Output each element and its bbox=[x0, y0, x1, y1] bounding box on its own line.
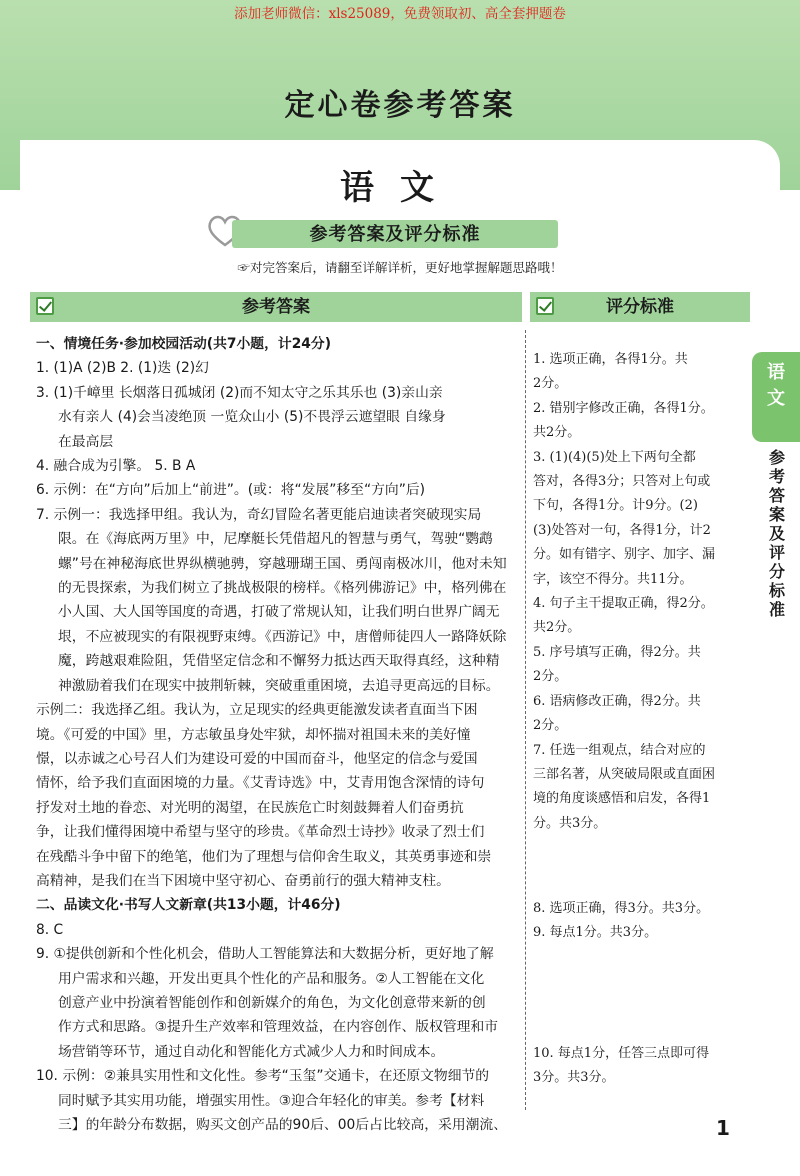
subject-title: 语文 bbox=[340, 168, 460, 208]
answers-header bbox=[30, 292, 522, 322]
section-heading: 二、品读文化·书写人文新章(共13小题，计46分) bbox=[36, 897, 341, 914]
scoring-line: 下句，各得1分。计9分。(2) bbox=[533, 498, 698, 514]
scoring-line: 分。共3分。 bbox=[533, 815, 607, 831]
answer-line: 1. (1)A (2)B 2. (1)迭 (2)幻 bbox=[36, 360, 209, 377]
scoring-line: 3分。共3分。 bbox=[533, 1070, 615, 1086]
section-heading: 一、情境任务·参加校园活动(共7小题，计24分) bbox=[36, 336, 331, 352]
scoring-line: 1. 选项正确，各得1分。共 bbox=[533, 352, 688, 367]
answer-line: 10. 示例：②兼具实用性和文化性。参考“玉玺”交通卡，在还原文物细节的 bbox=[36, 1068, 490, 1085]
column-divider bbox=[525, 330, 526, 1110]
tip-text: ☞对完答案后，请翻至详解详析，更好地掌握解题思路哦！ bbox=[237, 260, 563, 275]
answer-line: 3. (1)千嶂里 长烟落日孤城闭 (2)而不知太守之乐其乐也 (3)亲山亲 bbox=[36, 384, 443, 401]
watermark-text: 添加老师微信：xls25089，免费领取初、高全套押题卷 bbox=[234, 6, 566, 22]
answer-line: 在最高层 bbox=[58, 433, 114, 450]
answer-line: 同时赋予其实用功能，增强实用性。③迎合年轻化的审美。参考【材料 bbox=[58, 1092, 485, 1109]
answer-line: 创意产业中扮演着智能创作和创新媒介的角色，为文化创意带来新的创 bbox=[58, 994, 486, 1011]
scoring-block-8-9 bbox=[533, 897, 747, 946]
scoring-header-label: 评分标准 bbox=[606, 297, 674, 317]
scoring-line: 答对，各得3分；只答对上句或 bbox=[533, 474, 711, 490]
scoring-line: 8. 选项正确，得3分。共3分。 bbox=[533, 901, 710, 916]
answer-line: 三】的年龄分布数据，购买文创产品的90后、00后占比较高，采用潮流、 bbox=[58, 1117, 508, 1133]
page-number: 1 bbox=[716, 1116, 730, 1140]
scoring-line: 共2分。 bbox=[533, 425, 581, 441]
answer-line: 用户需求和兴趣，开发出更具个性化的产品和服务。②人工智能在文化 bbox=[58, 970, 485, 987]
page-title: 定心卷参考答案 bbox=[284, 88, 516, 123]
answer-line: 9. ①提供创新和个性化机会，借助人工智能算法和大数据分析，更好地了解 bbox=[36, 946, 494, 963]
side-tab-subject: 语 文 bbox=[767, 362, 785, 409]
answers-header-label: 参考答案 bbox=[242, 297, 310, 317]
scoring-line: 4. 句子主干提取正确，得2分。 bbox=[533, 596, 714, 612]
answer-line: 垠，不应被现实的有限视野束缚。《西游记》中，唐僧师徒四人一路降妖除 bbox=[58, 628, 507, 645]
scoring-line: 2分。 bbox=[533, 376, 568, 392]
answers-column bbox=[36, 332, 520, 1137]
answer-line: 8. C bbox=[36, 921, 64, 938]
scoring-block-10 bbox=[533, 1042, 747, 1091]
scoring-line: 5. 序号填写正确，得2分。共 bbox=[533, 644, 701, 660]
side-tab-label: 参考答案及评分标准 bbox=[768, 448, 785, 619]
scoring-line: 分。如有错字、别字、加字、漏 bbox=[533, 547, 716, 563]
scoring-line: 三部名著，从突破局限或直面困 bbox=[533, 766, 716, 782]
answer-line: 示例二：我选择乙组。我认为，立足现实的经典更能激发读者直面当下困 bbox=[36, 702, 478, 719]
answer-line: 憬，以赤诚之心号召人们为建设可爱的中国而奋斗，他坚定的信念与爱国 bbox=[36, 750, 478, 767]
scoring-line: 6. 语病修改正确，得2分。共 bbox=[533, 693, 701, 709]
scoring-line: 9. 每点1分。共3分。 bbox=[533, 925, 658, 941]
scoring-line: 2分。 bbox=[533, 669, 568, 685]
answer-line: 限。在《海底两万里》中，尼摩艇长凭借超凡的智慧与勇气，驾驶“鹦鹉 bbox=[58, 531, 493, 548]
answer-line: 情怀，给予我们直面困境的力量。《艾青诗选》中，艾青用饱含深情的诗句 bbox=[36, 775, 485, 792]
scoring-line: 2分。 bbox=[533, 718, 568, 734]
scoring-line: 字，该空不得分。共11分。 bbox=[533, 571, 693, 587]
scoring-header bbox=[530, 292, 750, 322]
answer-line: 小人国、大人国等国度的奇遇，打破了常规认知，让我们明白世界广阔无 bbox=[58, 604, 500, 621]
answer-line: 高精神，是我们在当下困境中坚守初心、奋勇前行的强大精神支柱。 bbox=[36, 872, 450, 889]
scoring-line: 2. 错别字修改正确，各得1分。 bbox=[533, 400, 714, 416]
scoring-block-1-7 bbox=[533, 348, 747, 836]
answer-line: 神激励着我们在现实中披荆斩棘，突破重重困境，去追寻更高远的目标。 bbox=[58, 677, 500, 694]
answer-line: 场营销等环节，通过自动化和智能化方式减少人力和时间成本。 bbox=[58, 1043, 445, 1060]
answer-line: 争，让我们懂得困境中希望与坚守的珍贵。《革命烈士诗抄》收录了烈士们 bbox=[36, 824, 485, 841]
banner-title: 参考答案及评分标准 bbox=[309, 224, 481, 245]
scoring-line: 7. 任选一组观点，结合对应的 bbox=[533, 742, 706, 758]
answer-line: 作方式和思路。③提升生产效率和管理效益，在内容创作、版权管理和市 bbox=[58, 1019, 499, 1036]
answer-line: 抒发对土地的眷恋、对光明的渴望，在民族危亡时刻鼓舞着人们奋勇抗 bbox=[36, 799, 464, 816]
scoring-line: (3)处答对一句，各得1分，计2 bbox=[533, 522, 711, 538]
answer-line: 境。《可爱的中国》里，方志敏虽身处牢狱，却怀揣对祖国未来的美好憧 bbox=[36, 726, 471, 743]
scoring-line: 10. 每点1分，任答三点即可得 bbox=[533, 1046, 710, 1061]
answer-line: 6. 示例：在“方向”后加上“前进”。(或：将“发展”移至“方向”后) bbox=[36, 482, 426, 499]
answer-line: 的无畏探索，为我们树立了挑战极限的榜样。《格列佛游记》中，格列佛在 bbox=[58, 580, 507, 597]
answer-line: 4. 融合成为引擎。 5. B A bbox=[36, 458, 196, 475]
answer-line: 螺”号在神秘海底世界纵横驰骋，穿越珊瑚王国、勇闯南极冰川，他对未知 bbox=[58, 555, 507, 572]
answer-line: 7. 示例一：我选择甲组。我认为，奇幻冒险名著更能启迪读者突破现实局 bbox=[36, 506, 482, 523]
scoring-line: 3. (1)(4)(5)处上下两句全都 bbox=[533, 449, 696, 465]
answer-line: 在残酷斗争中留下的绝笔，他们为了理想与信仰舍生取义，其英勇事迹和崇 bbox=[36, 848, 492, 865]
scoring-line: 共2分。 bbox=[533, 620, 581, 636]
answer-line: 水有亲人 (4)会当凌绝顶 一览众山小 (5)不畏浮云遮望眼 自缘身 bbox=[58, 409, 446, 426]
answer-line: 魔，跨越艰难险阻，凭借坚定信念和不懈努力抵达西天取得真经，这种精 bbox=[58, 653, 500, 670]
scoring-line: 境的角度谈感悟和启发，各得1 bbox=[533, 791, 711, 807]
